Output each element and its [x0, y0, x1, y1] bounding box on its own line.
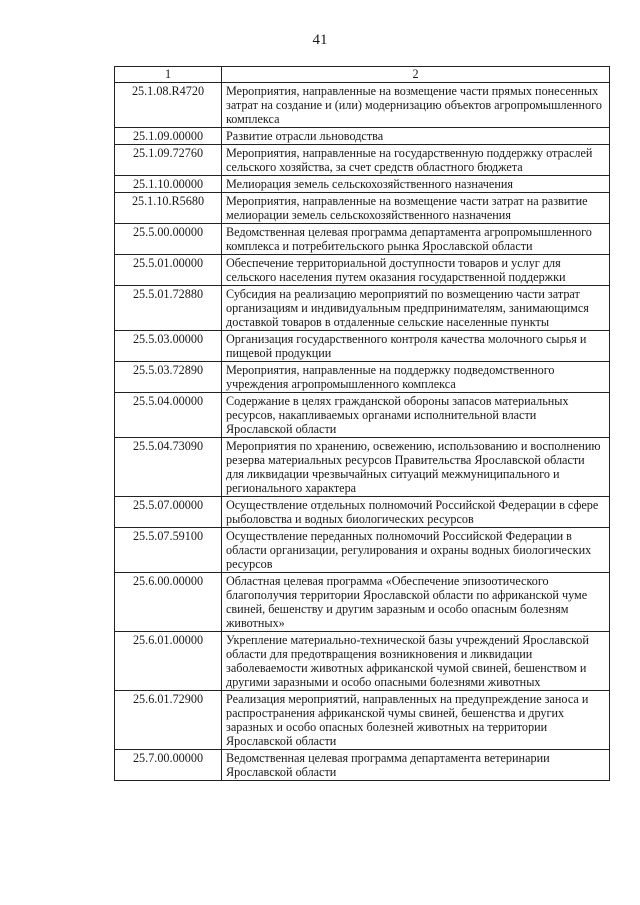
row-code: 25.5.00.00000	[115, 224, 222, 255]
row-code: 25.5.01.72880	[115, 286, 222, 331]
column-header-description: 2	[222, 67, 610, 83]
row-description: Мероприятия, направленные на государственную поддержку отраслей сельского хозяйства, за счет средств областного бюджета	[222, 145, 610, 176]
row-code: 25.1.10.R5680	[115, 193, 222, 224]
row-description: Развитие отрасли льноводства	[222, 128, 610, 145]
row-code: 25.6.01.72900	[115, 691, 222, 750]
row-description: Субсидия на реализацию мероприятий по возмещению части затрат организациям и индивидуальным предпринимателям, занимающимся доставкой товаров в отдаленные сельские населенные пункты	[222, 286, 610, 331]
table-row	[115, 176, 610, 193]
table-header-row	[115, 67, 610, 83]
table-row	[115, 83, 610, 128]
table-row	[115, 528, 610, 573]
row-description: Мероприятия по хранению, освежению, использованию и восполнению резерва материальных ресурсов Правительства Ярославской области для ликвидации чрезвычайных ситуаций межмуниципального и регионального характера	[222, 438, 610, 497]
table-row	[115, 128, 610, 145]
row-code: 25.5.03.72890	[115, 362, 222, 393]
row-code: 25.5.04.73090	[115, 438, 222, 497]
row-code: 25.1.08.R4720	[115, 83, 222, 128]
row-description: Укрепление материально-технической базы учреждений Ярославской области для предотвращения возникновения и ликвидации заболеваемости животных африканской чумой свиней, бешенством и другими заразными и особо опасными болезнями животных	[222, 632, 610, 691]
row-description: Реализация мероприятий, направленных на предупреждение заноса и распространения африканской чумы свиней, бешенства и других заразных и особо опасных болезней животных на территории Ярославской области	[222, 691, 610, 750]
page-number: 41	[312, 32, 328, 48]
table-row	[115, 393, 610, 438]
row-code: 25.5.01.00000	[115, 255, 222, 286]
row-description: Ведомственная целевая программа департамента агропромышленного комплекса и потребительского рынка Ярославской области	[222, 224, 610, 255]
table-row	[115, 286, 610, 331]
row-code: 25.1.10.00000	[115, 176, 222, 193]
table-row	[115, 331, 610, 362]
row-description: Содержание в целях гражданской обороны запасов материальных ресурсов, накапливаемых органами исполнительной власти Ярославской области	[222, 393, 610, 438]
table-row	[115, 750, 610, 781]
column-header-code: 1	[115, 67, 222, 83]
row-description: Областная целевая программа «Обеспечение эпизоотического благополучия территории Ярославской области по африканской чуме свиней, бешенству и другим заразным и особо опасным болезням животных»	[222, 573, 610, 632]
row-description: Ведомственная целевая программа департамента ветеринарии Ярославской области	[222, 750, 610, 781]
row-code: 25.1.09.72760	[115, 145, 222, 176]
table-row	[115, 691, 610, 750]
table-row	[115, 255, 610, 286]
row-description: Организация государственного контроля качества молочного сырья и пищевой продукции	[222, 331, 610, 362]
table-row	[115, 193, 610, 224]
row-code: 25.1.09.00000	[115, 128, 222, 145]
table-row	[115, 362, 610, 393]
row-code: 25.5.07.59100	[115, 528, 222, 573]
row-description: Мероприятия, направленные на поддержку подведомственного учреждения агропромышленного комплекса	[222, 362, 610, 393]
table-row	[115, 145, 610, 176]
budget-code-table	[114, 66, 610, 781]
table-row	[115, 497, 610, 528]
row-code: 25.5.04.00000	[115, 393, 222, 438]
table-row	[115, 438, 610, 497]
row-description: Осуществление отдельных полномочий Российской Федерации в сфере рыболовства и водных биологических ресурсов	[222, 497, 610, 528]
table-row	[115, 573, 610, 632]
row-code: 25.6.01.00000	[115, 632, 222, 691]
row-description: Обеспечение территориальной доступности товаров и услуг для сельского населения путем оказания государственной поддержки	[222, 255, 610, 286]
row-description: Осуществление переданных полномочий Российской Федерации в области организации, регулирования и охраны водных биологических ресурсов	[222, 528, 610, 573]
row-description: Мелиорация земель сельскохозяйственного назначения	[222, 176, 610, 193]
table-row	[115, 224, 610, 255]
row-description: Мероприятия, направленные на возмещение части затрат на развитие мелиорации земель сельскохозяйственного назначения	[222, 193, 610, 224]
row-code: 25.5.07.00000	[115, 497, 222, 528]
row-code: 25.6.00.00000	[115, 573, 222, 632]
table-row	[115, 632, 610, 691]
row-code: 25.7.00.00000	[115, 750, 222, 781]
row-description: Мероприятия, направленные на возмещение части прямых понесенных затрат на создание и (или) модернизацию объектов агропромышленного комплекса	[222, 83, 610, 128]
row-code: 25.5.03.00000	[115, 331, 222, 362]
